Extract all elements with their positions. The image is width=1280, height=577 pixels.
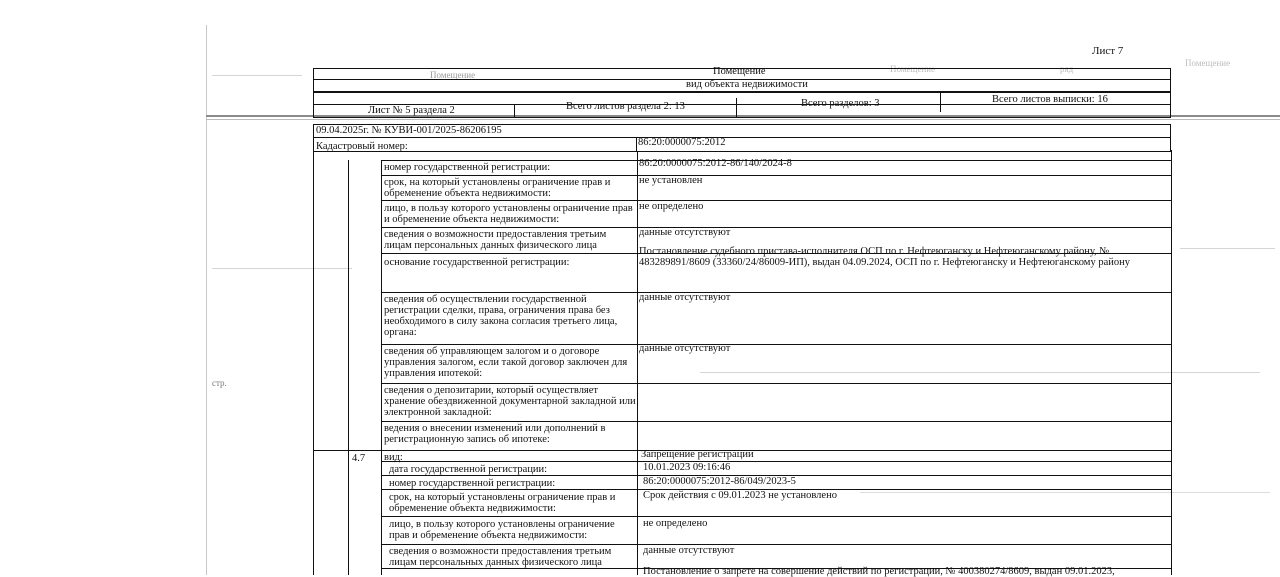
row-divider xyxy=(381,421,1171,422)
divider xyxy=(514,104,515,118)
sheet-label: Лист 7 xyxy=(1092,45,1124,57)
table-col-value xyxy=(637,152,638,575)
row-value: не определено xyxy=(639,201,704,212)
row-label: номер государственной регистрации: xyxy=(389,478,556,489)
scan-edge-left xyxy=(206,25,207,575)
ghost-text: Помещение xyxy=(430,70,476,80)
row-divider xyxy=(381,516,1171,517)
ghost-text: ряд xyxy=(1060,64,1074,74)
row-divider xyxy=(381,383,1171,384)
ghost-streak xyxy=(860,492,1270,493)
row-label: лицо, в пользу которого установлены ограничение прав и обременение объекта недвижимости: xyxy=(389,519,615,541)
row-label: сведения о депозитарии, который осуществляет хранение обездвиженной документарной закладной или электронной закладной: xyxy=(384,385,636,418)
total-sections: Всего разделов: 3 xyxy=(801,98,880,109)
row-label: номер государственной регистрации: xyxy=(384,162,551,173)
row-value: данные отсутствуют xyxy=(639,227,731,238)
doc-id: 09.04.2025г. № КУВИ-001/2025-86206195 xyxy=(316,125,502,136)
row-value: Постановление судебного пристава-исполнителя ОСП по г. Нефтеюганску и Нефтеюганскому району, № 483289891/8609 (33360/24/86009-ИП), выдан 04.09.2024, ОСП по г. Нефтеюганску и Нефтеюганскому району xyxy=(639,246,1130,268)
row-value: 86:20:0000075:2012-86/049/2023-5 xyxy=(643,476,796,487)
ghost-text: Помещение xyxy=(1185,58,1231,68)
ghost-streak xyxy=(212,268,352,269)
table-right-border xyxy=(1171,150,1172,575)
row-value: не определено xyxy=(643,518,708,529)
row-label: сведения об осуществлении государственной регистрации сделки, права, ограничения права без необходимого в силу закона согласия третьего лица, органа: xyxy=(384,294,618,338)
row-label: сведения о возможности предоставления третьим лицам персональных данных физического лица xyxy=(389,546,612,568)
row-value: Запрещение регистрации xyxy=(641,449,754,460)
row-label: срок, на который установлены ограничение прав и обременение объекта недвижимости: xyxy=(384,177,611,199)
cadastral-label: Кадастровый номер: xyxy=(316,141,408,152)
row-label: основание государственной регистрации: xyxy=(384,257,570,268)
row-label: лицо, в пользу которого установлены ограничение прав и обременение объекта недвижимости: xyxy=(384,203,633,225)
table-left-border xyxy=(313,152,314,575)
divider xyxy=(636,137,637,152)
row-value: Срок действия с 09.01.2023 не установлено xyxy=(643,490,837,501)
ghost-streak xyxy=(1180,248,1275,249)
sheet-of-section: Лист № 5 раздела 2 xyxy=(368,105,455,116)
divider xyxy=(940,92,941,112)
row-label: дата государственной регистрации: xyxy=(389,464,548,475)
object-kind-caption: вид объекта недвижимости xyxy=(686,79,808,90)
divider xyxy=(736,98,737,118)
row-value: не установлен xyxy=(639,175,703,186)
total-sheets-extract: Всего листов выписки: 16 xyxy=(992,94,1108,105)
section-number: 4.7 xyxy=(352,453,366,464)
divider xyxy=(313,137,1171,138)
row-value: Постановление о запрете на совершение действий по регистрации, № 400380274/8609, выдан 09.01.2023, xyxy=(643,566,1115,577)
ghost-streak xyxy=(700,372,1260,373)
object-kind-value: Помещение xyxy=(713,66,766,77)
ghost-text: стр. xyxy=(212,378,227,388)
table-col-label xyxy=(381,160,382,575)
total-sheets-section: Всего листов раздела 2: 13 xyxy=(566,101,685,112)
row-value: 10.01.2023 09:16:46 xyxy=(643,462,731,473)
row-value: 86:20:0000075:2012-86/140/2024-8 xyxy=(639,158,792,169)
scan-edge-top2 xyxy=(206,119,1280,120)
row-label: срок, на который установлены ограничение прав и обременение объекта недвижимости: xyxy=(389,492,616,514)
table-col-number xyxy=(348,160,349,575)
row-value: данные отсутствуют xyxy=(639,343,731,354)
row-label: вид: xyxy=(384,452,403,463)
row-value: данные отсутствуют xyxy=(643,545,735,556)
ghost-streak xyxy=(212,75,302,76)
row-divider xyxy=(381,544,1171,545)
row-label: ведения о внесении изменений или дополнений в регистрационную запись об ипотеке: xyxy=(384,423,606,445)
row-divider xyxy=(381,461,1171,462)
row-label: сведения об управляющем залогом и о договоре управления залогом, если такой договор заключен для управления ипотекой: xyxy=(384,346,628,379)
row-value: данные отсутствуют xyxy=(639,292,731,303)
row-label: сведения о возможности предоставления третьим лицам персональных данных физического лица xyxy=(384,229,607,251)
cadastral-value: 86:20:0000075:2012 xyxy=(638,137,726,148)
ghost-text: Помещение xyxy=(890,64,936,74)
